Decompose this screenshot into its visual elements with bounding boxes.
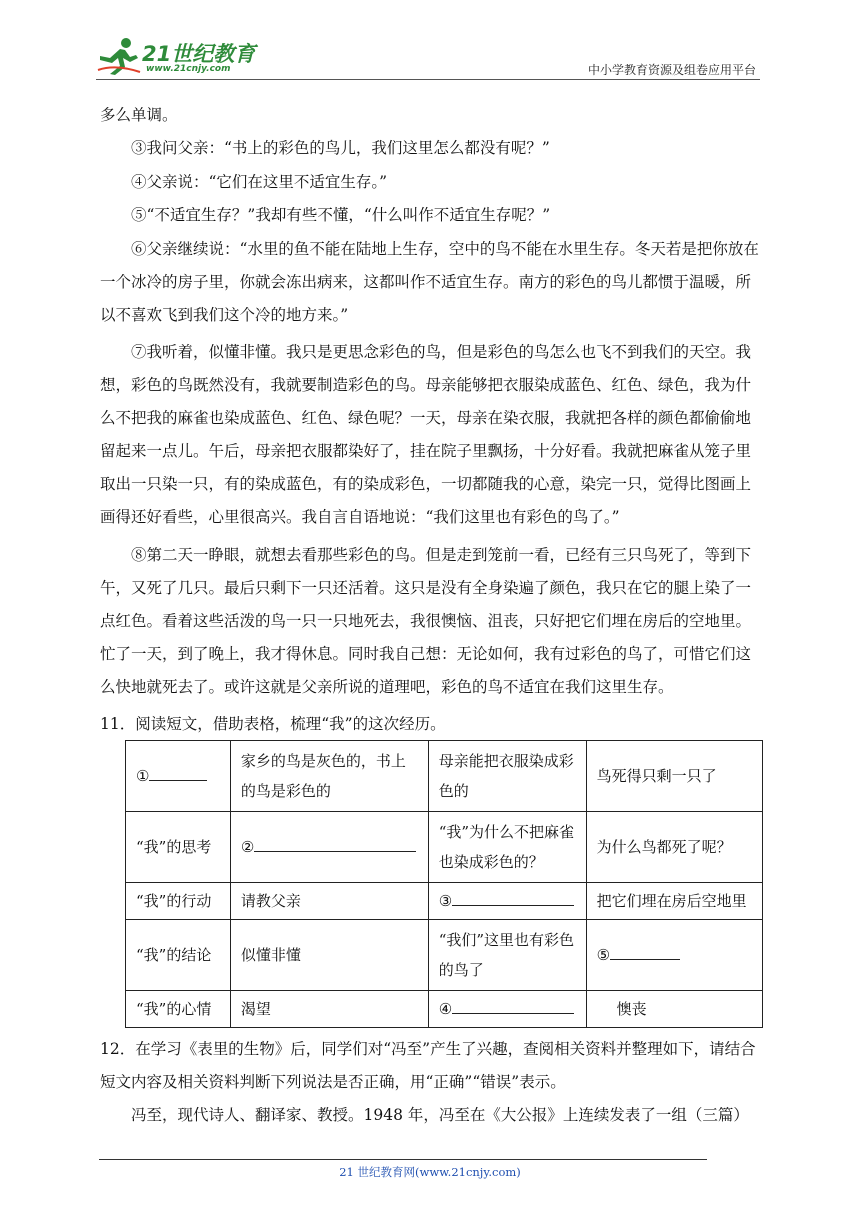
answer-blank-5[interactable]: [610, 941, 680, 960]
platform-name: 中小学教育资源及组卷应用平台: [587, 63, 756, 77]
table-cell: 渴望: [230, 991, 428, 1028]
table-row: [126, 991, 763, 1028]
paragraph-continuation: 多么单调。: [100, 106, 178, 124]
paragraph-3: ③我问父亲：“书上的彩色的鸟儿，我们这里怎么都没有呢？”: [131, 139, 550, 157]
question-11: 11．阅读短文，借助表格，梳理“我”的这次经历。: [100, 715, 446, 733]
paragraph-4: ④父亲说：“它们在这里不适宜生存。”: [131, 173, 388, 191]
table-cell[interactable]: [126, 741, 231, 812]
table-row: [126, 920, 763, 991]
table-cell[interactable]: [428, 991, 586, 1028]
blank-label: ④: [438, 1000, 453, 1018]
header-divider: [96, 79, 760, 80]
blank-label: ①: [136, 767, 150, 785]
blank-label: ②: [240, 838, 255, 856]
question-12: 12．在学习《表里的生物》后，同学们对“冯至”产生了兴趣，查阅相关资料并整理如下，请结合短文内容及相关资料判断下列说法是否正确，用“正确”“错误”表示。: [100, 1040, 756, 1091]
table-cell: “我”的结论: [126, 920, 231, 991]
footer-link[interactable]: 21 世纪教育网(www.21cnjy.com): [339, 1165, 521, 1179]
table-row: [126, 883, 763, 920]
table-row: [126, 812, 763, 883]
table-row: [126, 741, 763, 812]
table-cell: 鸟死得只剩一只了: [586, 741, 762, 812]
runner-logo-icon: [96, 36, 142, 76]
paragraph-7: ⑦我听着，似懂非懂。我只是更思念彩色的鸟，但是彩色的鸟怎么也飞不到我们的天空。我想，彩色的鸟既然没有，我就要制造彩色的鸟。母亲能够把衣服染成蓝色、红色、绿色，我为什么不把我的麻雀也染成蓝色、红色、绿色呢？一天，母亲在染衣服，我就把各样的颜色都偷偷地留起来一点儿。午后，母亲把衣服都染好了，挂在院子里飘扬，十分好看。我就把麻雀从笼子里取出一只染一只，有的染成蓝色，有的染成彩色，一切都随我的心意，染完一只，觉得比图画上画得还好看些，心里很高兴。我自言自语地说：“我们这里也有彩色的鸟了。”: [100, 343, 752, 526]
footer-divider: [99, 1159, 707, 1160]
table-cell: 请教父亲: [230, 883, 428, 920]
page-header: [96, 34, 760, 80]
table-cell: 懊丧: [586, 991, 762, 1028]
question-12-material: 冯至，现代诗人、翻译家、教授。1948 年，冯至在《大公报》上连续发表了一组（三篇）: [131, 1106, 749, 1124]
paragraph-8: ⑧第二天一睁眼，就想去看那些彩色的鸟。但是走到笼前一看，已经有三只鸟死了，等到下午，又死了几只。最后只剩下一只还活着。这只是没有全身染遍了颜色，我只在它的腿上染了一点红色。看着这些活泼的鸟一只一只地死去，我很懊恼、沮丧，只好把它们埋在房后的空地里。忙了一天，到了晚上，我才得休息。同时我自己想：无论如何，我有过彩色的鸟了，可惜它们这么快地就死去了。或许这就是父亲所说的道理吧，彩色的鸟不适宜在我们这里生存。: [100, 546, 752, 696]
site-logo: [96, 34, 266, 80]
experience-table: [125, 740, 763, 1028]
table-cell[interactable]: [586, 920, 762, 991]
table-cell: 家乡的鸟是灰色的，书上的鸟是彩色的: [230, 741, 428, 812]
paragraph-6: ⑥父亲继续说：“水里的鱼不能在陆地上生存，空中的鸟不能在水里生存。冬天若是把你放在一个冰冷的房子里，你就会冻出病来，这都叫作不适宜生存。南方的彩色的鸟儿都惯于温暖，所以不喜欢飞到我们这个冷的地方来。”: [100, 240, 759, 324]
table-cell: “我”为什么不把麻雀也染成彩色的？: [428, 812, 586, 883]
table-cell: 为什么鸟都死了呢？: [586, 812, 762, 883]
table-cell: “我”的思考: [126, 812, 231, 883]
table-cell[interactable]: [230, 812, 428, 883]
logo-text: 21世纪教育: [142, 42, 256, 66]
answer-blank-1[interactable]: [149, 762, 207, 781]
blank-label: ⑤: [596, 946, 611, 964]
answer-blank-2[interactable]: [254, 833, 416, 852]
logo-url: www.21cnjy.com: [146, 64, 231, 74]
answer-blank-4[interactable]: [452, 995, 574, 1014]
table-cell: 母亲能把衣服染成彩色的: [428, 741, 586, 812]
table-cell[interactable]: [428, 883, 586, 920]
table-cell: “我们”这里也有彩色的鸟了: [428, 920, 586, 991]
table-cell: 似懂非懂: [230, 920, 428, 991]
blank-label: ③: [438, 892, 453, 910]
paragraph-5: ⑤“不适宜生存？”我却有些不懂，“什么叫作不适宜生存呢？”: [131, 206, 551, 224]
table-cell: “我”的行动: [126, 883, 231, 920]
answer-blank-3[interactable]: [452, 887, 574, 906]
table-cell: 把它们埋在房后空地里: [586, 883, 762, 920]
table-cell: “我”的心情: [126, 991, 231, 1028]
